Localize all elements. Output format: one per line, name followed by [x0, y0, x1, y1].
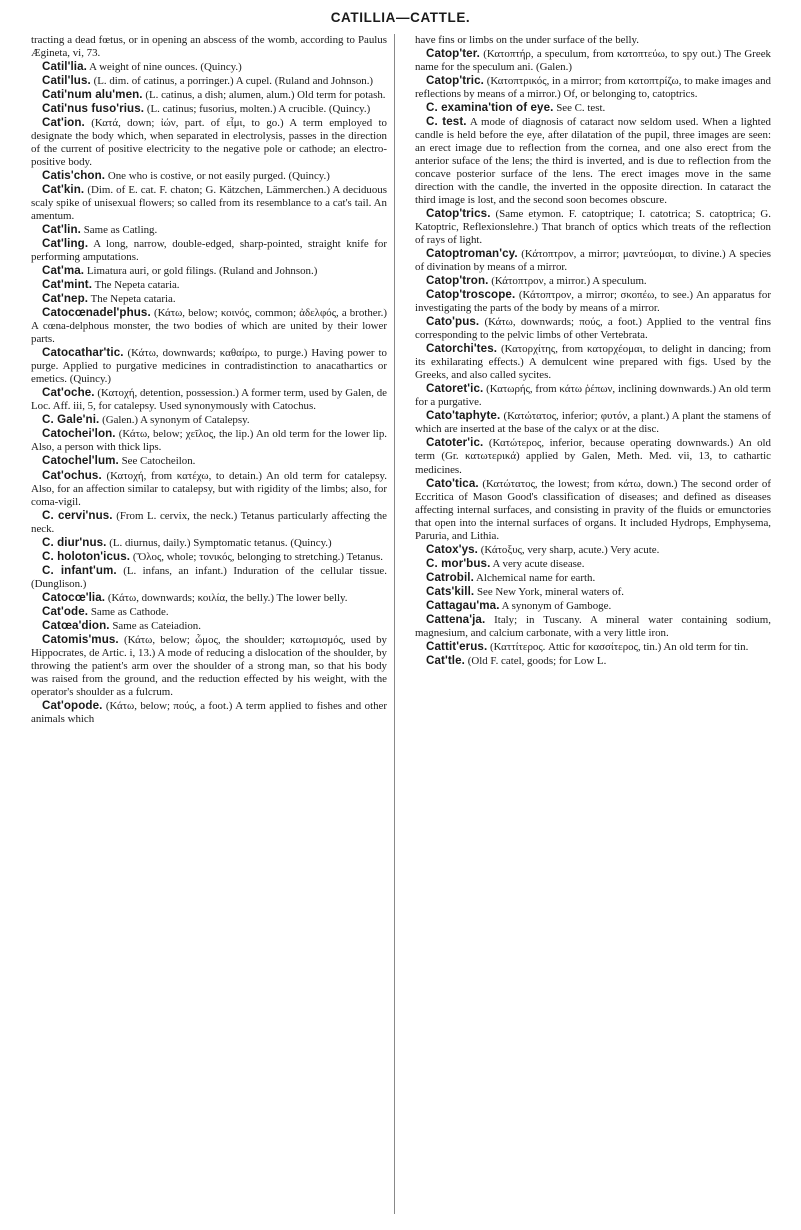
- entry-definition: (Κάτω, below; κοινός, common; ἀδελφός, a brother.) A cœna-delphous monster, the two bodies of which are united by their lower parts.: [31, 307, 387, 346]
- entry-headword: Cat'mint.: [42, 278, 93, 292]
- right-column: [415, 34, 771, 1220]
- entry-headword: Catop'trics.: [426, 207, 491, 221]
- entry-headword: Catil'lus.: [42, 74, 91, 88]
- entry-headword: Cato'pus.: [426, 315, 480, 329]
- dictionary-entry: [415, 477, 771, 543]
- dictionary-entry: [415, 74, 771, 101]
- entry-definition: (Κάτοπτρον, a mirror; μαντεύομαι, to divine.) A species of divination by means of a mirror.: [415, 248, 771, 274]
- dictionary-entry: [415, 654, 771, 668]
- entry-headword: Cattagau'ma.: [426, 598, 500, 612]
- entry-headword: Cat'tle.: [426, 653, 465, 667]
- entry-headword: Catis'chon.: [42, 169, 106, 183]
- entry-definition: (Κάτω, below; χεῖλος, the lip.) An old term for the lower lip. Also, a person with thick lips.: [31, 428, 387, 454]
- entry-definition: The Nepeta cataria.: [94, 279, 180, 292]
- dictionary-entry: [31, 346, 387, 386]
- entry-headword: Catil'lia.: [42, 60, 87, 74]
- entry-definition: (Κάτω, below; πούς, a foot.) A term applied to fishes and other animals which: [31, 699, 387, 725]
- entry-definition: (Κάτοπτρον, a mirror; σκοπέω, to see.) An apparatus for investigating the parts of the body by means of a mirror.: [415, 289, 771, 315]
- entry-headword: Catop'troscope.: [426, 288, 516, 302]
- dictionary-entry: [31, 60, 387, 74]
- entry-definition: (Same etymon. F. catoptrique; I. catotrica; S. catoptrica; G. Katoptric, Reflexionslehre.) That branch of optics which treats of the reflection of rays of light.: [415, 208, 771, 247]
- dictionary-entry: [31, 116, 387, 169]
- dictionary-entry: [415, 274, 771, 288]
- dictionary-entry: [31, 169, 387, 183]
- entry-definition: (Κάτω, downwards; καθαίρω, to purge.) Having power to purge. Applied to purgative medicines in contradistinction to anacathartics or emetics. (Quincy.): [31, 347, 387, 386]
- entry-headword: Cat'opode.: [42, 698, 103, 712]
- entry-headword: C. infant'um.: [42, 563, 117, 577]
- entry-headword: Cato'taphyte.: [426, 409, 501, 423]
- entry-definition: Same as Catling.: [83, 224, 158, 237]
- columns: [31, 34, 771, 1220]
- entry-definition: (Ὅλος, whole; τονικός, belonging to stretching.) Tetanus.: [132, 550, 383, 563]
- entry-definition: A long, narrow, double-edged, sharp-pointed, straight knife for performing amputations.: [31, 238, 387, 264]
- entry-definition: A mode of diagnosis of cataract now seldom used. When a lighted candle is held before the eye, after dilatation of the pupil, three images are seen: an erect image due to reflection from the cornea, and one also erect from the anterior suface of the lens; the third is inverted, and is due to reflection from the concave posterior surface of the lens. The erect images move in the same direction with the candle, the inverted in the opposite direction. In cataract the third image is lost, and the second soon becomes obscure.: [415, 116, 771, 207]
- entry-headword: Catorchi'tes.: [426, 342, 498, 356]
- dictionary-entry: [31, 34, 387, 60]
- entry-definition: (L. diurnus, daily.) Symptomatic tetanus. (Quincy.): [109, 536, 332, 549]
- entry-headword: Cat'kin.: [42, 183, 85, 197]
- entry-headword: Catop'ter.: [426, 47, 481, 61]
- entry-headword: Cat'ma.: [42, 264, 85, 278]
- entry-definition: (Καττίτερος. Attic for κασσίτερος, tin.) An old term for tin.: [490, 640, 749, 653]
- entry-headword: Catox'ys.: [426, 542, 478, 556]
- entry-headword: Cato'tica.: [426, 476, 479, 490]
- entry-headword: Catochei'lon.: [42, 427, 116, 441]
- entry-headword: Catocathar'tic.: [42, 346, 124, 360]
- entry-headword: Cats'kill.: [426, 584, 475, 598]
- entry-definition: (Κάτοξυς, very sharp, acute.) Very acute.: [480, 543, 660, 556]
- entry-headword: Catoret'ic.: [426, 382, 484, 396]
- dictionary-entry: [415, 47, 771, 74]
- dictionary-entry: [415, 115, 771, 207]
- entry-definition: (Κατά, down; ἰών, part. of εἶμι, to go.) A term employed to designate the body which, when separated in electrolysis, passes in the direction of the current of positive electricity to the negative pole or cathode; an electro-positive body.: [31, 117, 387, 169]
- dictionary-entry: [31, 223, 387, 237]
- dictionary-entry: [31, 264, 387, 278]
- dictionary-entry: [415, 436, 771, 476]
- entry-definition: (L. catinus, a dish; alumen, alum.) Old term for potash.: [145, 89, 386, 102]
- entry-definition: See New York, mineral waters of.: [476, 585, 624, 598]
- entry-definition: (Κατώτατος, inferior; φυτόν, a plant.) A plant the stamens of which are inserted at the base of the calyx or at the disc.: [415, 410, 771, 436]
- entry-headword: Cat'ochus.: [42, 468, 102, 482]
- entry-definition: Italy; in Tuscany. A mineral water containing sodium, magnesium, and calcium carbonate, with a very little iron.: [415, 613, 771, 639]
- entry-definition: (Κατοπτρικός, in a mirror; from κατοπτρίζω, to make images and reflections by means of a mirror.) Of, or belonging to, catoptrics.: [415, 75, 771, 101]
- entry-definition: See C. test.: [556, 102, 606, 115]
- entry-headword: C. mor'bus.: [426, 556, 491, 570]
- entry-headword: C. examina'tion of eye.: [426, 101, 554, 115]
- entry-headword: C. diur'nus.: [42, 535, 107, 549]
- dictionary-entry: [31, 699, 387, 726]
- entry-definition: (L. dim. of catinus, a porringer.) A cupel. (Ruland and Johnson.): [93, 75, 374, 88]
- dictionary-entry: [31, 536, 387, 550]
- dictionary-entry: [415, 571, 771, 585]
- dictionary-entry: [31, 469, 387, 509]
- entry-headword: Cattit'erus.: [426, 639, 488, 653]
- dictionary-entry: [415, 585, 771, 599]
- entry-headword: Catœa'dion.: [42, 618, 110, 632]
- entry-headword: Catop'tric.: [426, 74, 484, 88]
- entry-definition: The Nepeta cataria.: [90, 293, 176, 306]
- entry-definition: See Catocheilon.: [121, 455, 196, 468]
- entry-definition: (Κάτω, downwards; πούς, a foot.) Applied to the ventral fins corresponding to the pelvic limbs of other Vertebrata.: [415, 316, 771, 342]
- dictionary-entry: [415, 382, 771, 409]
- entry-definition: A weight of nine ounces. (Quincy.): [89, 61, 242, 74]
- dictionary-entry: [31, 605, 387, 619]
- entry-definition: A very acute disease.: [492, 557, 585, 570]
- dictionary-entry: [31, 278, 387, 292]
- left-column: [31, 34, 387, 1220]
- entry-definition: (Old F. catel, goods; for Low L.: [467, 654, 607, 667]
- entry-headword: Cati'nus fuso'rius.: [42, 102, 145, 116]
- entry-definition: (Κάτοπτρον, a mirror.) A speculum.: [491, 275, 647, 288]
- dictionary-entry: [31, 102, 387, 116]
- dictionary-entry: [415, 409, 771, 436]
- entry-definition: (Κατώτατος, the lowest; from κάτω, down.) The second order of Eccritica of Mason Good's classification of diseases; and defined as diseases affecting internal surfaces, and consisting in pravity of the fluids or emunctories that open into the internal surfaces of organs. It included Hydrops, Emphysema, Paruria, and Lithia.: [415, 477, 771, 542]
- entry-definition: (L. infans, an infant.) Induration of the cellular tissue. (Dunglison.): [31, 564, 387, 590]
- dictionary-entry: [31, 237, 387, 264]
- entry-definition: (Κατορχίτης, from κατορχέομαι, to delight in dancing; from its exhilarating effects.) A demulcent wine prepared with figs. Used by the Greeks, and also called sycites.: [415, 343, 771, 382]
- entry-definition: Same as Cateiadion.: [112, 619, 201, 632]
- dictionary-entry: [415, 34, 771, 47]
- running-header: CATILLIA—CATTLE.: [330, 10, 471, 25]
- dictionary-entry: [415, 247, 771, 274]
- dictionary-entry: [415, 288, 771, 315]
- entry-headword: Cat'nep.: [42, 292, 89, 306]
- dictionary-entry: [31, 306, 387, 346]
- entry-headword: Cati'num alu'men.: [42, 88, 143, 102]
- dictionary-entry: [31, 509, 387, 536]
- entry-definition: (Galen.) A synonym of Catalepsy.: [102, 414, 250, 427]
- entry-headword: Catocœ'lia.: [42, 590, 106, 604]
- entry-headword: Catrobil.: [426, 570, 474, 584]
- entry-headword: Cat'ode.: [42, 604, 89, 618]
- entry-definition: (Κάτω, below; ὦμος, the shoulder; κατωμισμός, used by Hippocrates, de Artic. i, 13.) A mode of reducing a dislocation of the shoulder, by throwing the patient's arm over the shoulder of a strong man, so that his body was raised from the ground, and the reduction effected by his weight, with the operator's shoulder as a fulcrum.: [31, 633, 387, 698]
- dictionary-entry: [415, 599, 771, 613]
- entry-definition: Alchemical name for earth.: [476, 571, 596, 584]
- entry-definition: A synonym of Gamboge.: [501, 599, 612, 612]
- entry-definition: have fins or limbs on the under surface of the belly.: [415, 34, 639, 46]
- dictionary-entry: [415, 342, 771, 382]
- entry-definition: Limatura auri, or gold filings. (Ruland and Johnson.): [86, 265, 318, 278]
- dictionary-entry: [31, 619, 387, 633]
- dictionary-entry: [31, 427, 387, 454]
- entry-headword: C. test.: [426, 115, 467, 129]
- dictionary-entry: [31, 454, 387, 468]
- entry-definition: (Κατώτερος, inferior, because operating downwards.) An old term (Gr. κατωτερικά) applied by Galen, Meth. Med. vii, 13, to cathartic medicines.: [415, 437, 771, 476]
- entry-definition: (L. catinus; fusorius, molten.) A crucible. (Quincy.): [146, 103, 371, 116]
- entry-headword: Catochel'lum.: [42, 454, 119, 468]
- entry-definition: (Κάτω, downwards; κοιλία, the belly.) The lower belly.: [107, 591, 348, 604]
- dictionary-entry: [415, 101, 771, 115]
- entry-headword: Catoter'ic.: [426, 436, 484, 450]
- dictionary-entry: [31, 292, 387, 306]
- entry-headword: Catomis'mus.: [42, 632, 119, 646]
- dictionary-entry: [31, 633, 387, 699]
- dictionary-entry: [415, 640, 771, 654]
- dictionary-entry: [31, 88, 387, 102]
- entry-headword: Cat'oche.: [42, 386, 95, 400]
- entry-definition: One who is costive, or not easily purged. (Quincy.): [107, 170, 330, 183]
- entry-headword: C. cervi'nus.: [42, 508, 113, 522]
- entry-definition: (From L. cervix, the neck.) Tetanus particularly affecting the neck.: [31, 509, 387, 535]
- entry-headword: Catocœnadel'phus.: [42, 306, 151, 320]
- dictionary-entry: [415, 315, 771, 342]
- entry-definition: (Dim. of E. cat. F. chaton; G. Kätzchen, Lämmerchen.) A deciduous scaly spike of unisexual flowers; so called from its resemblance to a cat's tail. An amentum.: [31, 184, 387, 223]
- entry-definition: Same as Cathode.: [90, 605, 169, 618]
- dictionary-entry: [31, 564, 387, 591]
- dictionary-entry: [415, 543, 771, 557]
- entry-headword: Cattena'ja.: [426, 612, 486, 626]
- entry-definition: (Κατοχή, detention, possession.) A former term, used by Galen, de Loc. Aff. iii, 5, for catalepsy. Used synonymously with Catochus.: [31, 387, 387, 413]
- entry-headword: Cat'lin.: [42, 223, 81, 237]
- dictionary-entry: [31, 386, 387, 413]
- dictionary-entry: [415, 557, 771, 571]
- dictionary-entry: [31, 550, 387, 564]
- entry-headword: Catoptroman'cy.: [426, 247, 518, 261]
- dictionary-entry: [415, 613, 771, 640]
- dictionary-entry: [31, 74, 387, 88]
- entry-definition: tracting a dead fœtus, or in opening an abscess of the womb, according to Paulus Ægineta, vi, 73.: [31, 34, 387, 60]
- entry-headword: Cat'ion.: [42, 116, 85, 130]
- dictionary-entry: [415, 207, 771, 247]
- dictionary-entry: [31, 591, 387, 605]
- entry-headword: Catop'tron.: [426, 274, 489, 288]
- entry-headword: C. holoton'icus.: [42, 549, 131, 563]
- entry-headword: C. Gale'ni.: [42, 413, 100, 427]
- dictionary-entry: [31, 183, 387, 223]
- entry-definition: (Κατοχή, from κατέχω, to detain.) An old term for catalepsy. Also, for an affection similar to catalepsy, but with rigidity of the limbs; also, for coma-vigil.: [31, 469, 387, 508]
- entry-headword: Cat'ling.: [42, 237, 89, 251]
- entry-definition: (Κατοπτήρ, a speculum, from κατοπτεύω, to spy out.) The Greek name for the speculum ani. (Galen.): [415, 48, 771, 74]
- dictionary-entry: [31, 413, 387, 427]
- entry-definition: (Κατωρής, from κάτω ῥέπων, inclining downwards.) An old term for a purgative.: [415, 383, 771, 409]
